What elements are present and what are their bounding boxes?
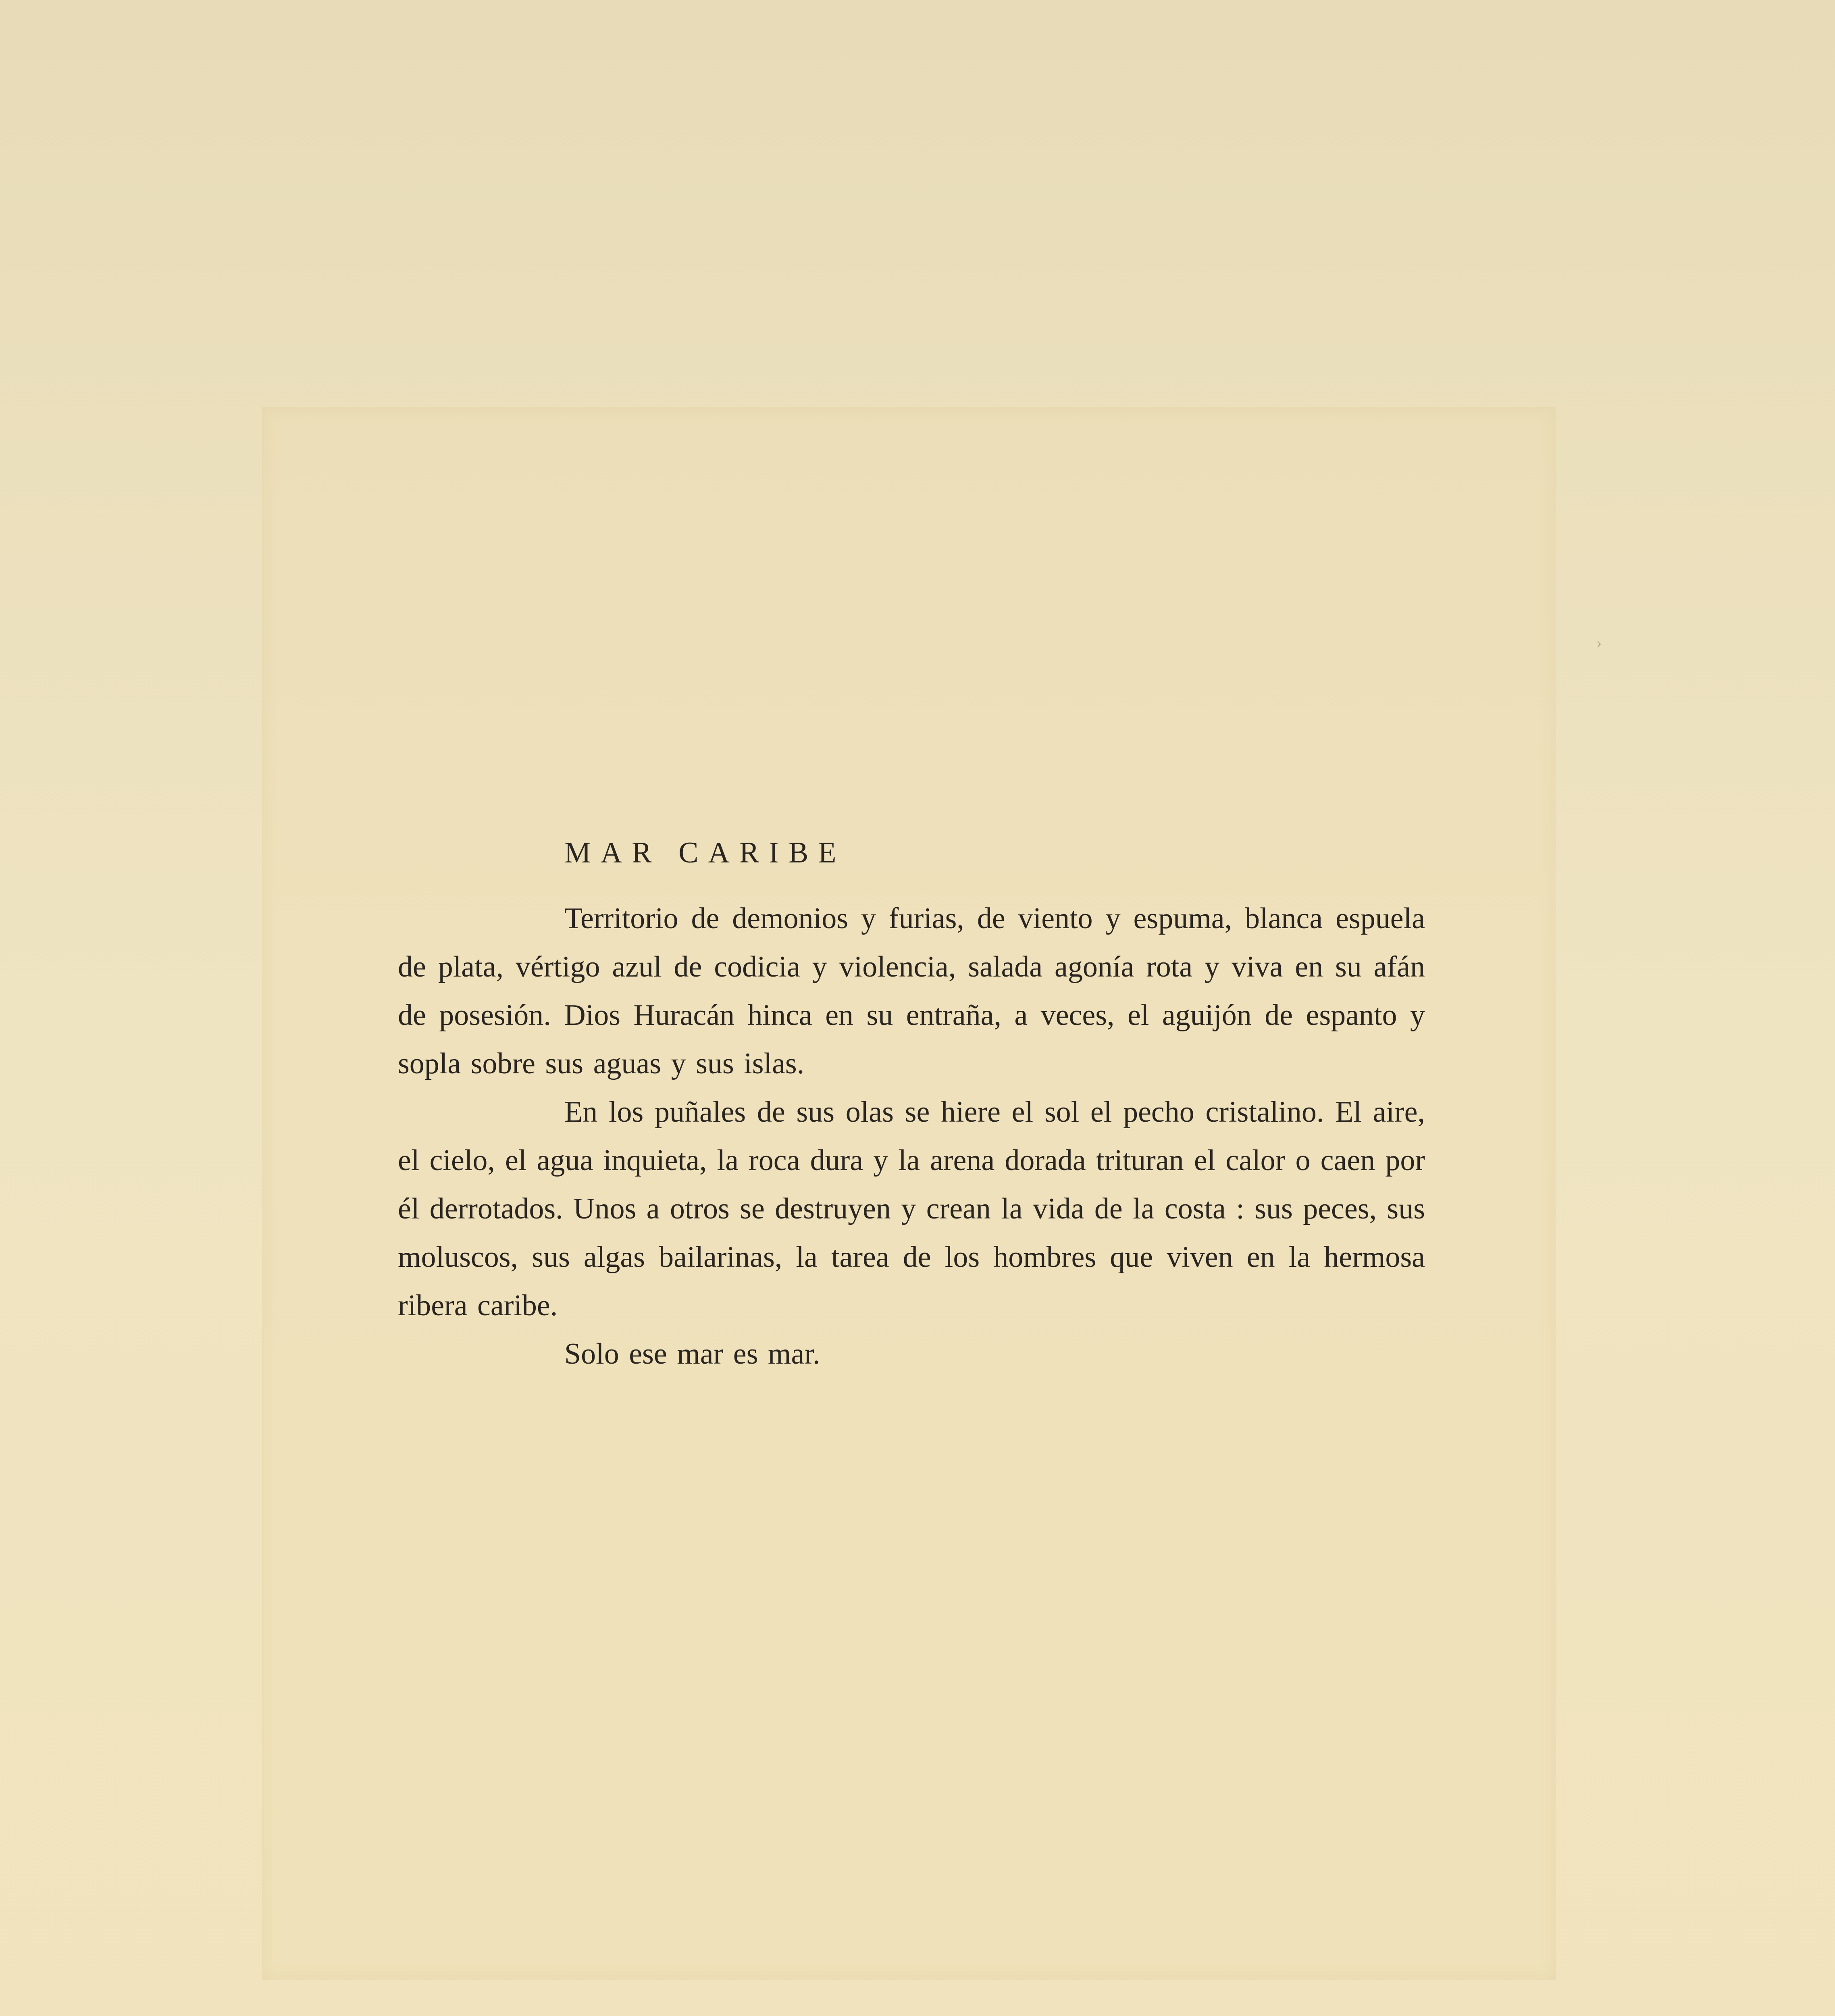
page-title: MAR CARIBE: [564, 836, 846, 869]
paragraph-3: Solo ese mar es mar.: [564, 1337, 820, 1370]
paragraph-1: Territorio de demonios y furias, de viento y espuma, blanca espuela de plata, vértigo azul de codicia y violencia, salada agonía rota y viva en su afán de posesión. Dios Huracán hinca en su entraña, a veces, el aguijón de espanto y sopla sobre sus aguas y sus islas.: [398, 902, 1425, 1080]
paragraph-2: En los puñales de sus olas se hiere el sol el pecho cristalino. El aire, el cielo, el agua inquieta, la roca dura y la arena dorada trituran el calor o caen por él derrotados. Unos a otros se destruyen y crean la vida de la costa : sus peces, sus moluscos, sus algas bailarinas, la tarea de los hombres que viven en la hermosa ribera caribe.: [398, 1095, 1425, 1322]
margin-mark: ›: [1596, 633, 1602, 652]
text-block: [398, 831, 1425, 1378]
